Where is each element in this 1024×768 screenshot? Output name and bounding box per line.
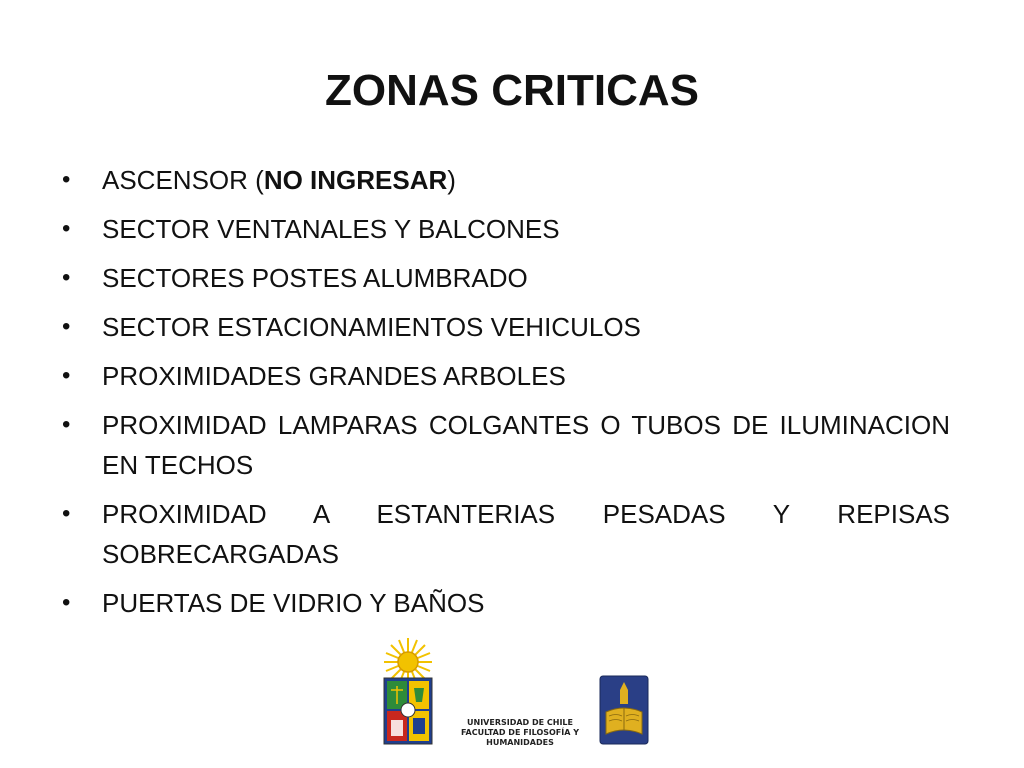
bullet-icon: • bbox=[62, 215, 71, 242]
list-item bbox=[62, 494, 950, 574]
bullet-icon: • bbox=[62, 264, 71, 291]
bullet-icon: • bbox=[62, 362, 71, 389]
list-item bbox=[62, 258, 950, 298]
bullet-icon: • bbox=[62, 589, 71, 616]
bullet-icon: • bbox=[62, 500, 71, 527]
bullet-text: PROXIMIDAD LAMPARAS COLGANTES O TUBOS DE ILUMINACION EN TECHOS bbox=[102, 410, 950, 480]
bullet-text: SECTOR VENTANALES Y BALCONES bbox=[102, 214, 560, 244]
list-item bbox=[62, 583, 950, 623]
list-item bbox=[62, 307, 950, 347]
footer-caption bbox=[440, 718, 600, 748]
bullet-text: PROXIMIDAD A ESTANTERIAS PESADAS Y REPISAS SOBRECARGADAS bbox=[102, 499, 950, 569]
bullet-text-prefix: ASCENSOR ( bbox=[102, 165, 264, 195]
bullet-text-suffix: ) bbox=[447, 165, 456, 195]
faculty-book-emblem-icon bbox=[600, 676, 648, 744]
slide-title: ZONAS CRITICAS bbox=[325, 66, 699, 115]
list-item bbox=[62, 209, 950, 249]
university-shield-icon bbox=[384, 678, 432, 744]
bullet-text: SECTOR ESTACIONAMIENTOS VEHICULOS bbox=[102, 312, 641, 342]
list-item bbox=[62, 160, 950, 200]
bullet-list bbox=[62, 160, 950, 632]
bullet-text: PUERTAS DE VIDRIO Y BAÑOS bbox=[102, 588, 485, 618]
list-item bbox=[62, 405, 950, 485]
bullet-text-bold: NO INGRESAR bbox=[263, 165, 448, 195]
footer-line-2: FACULTAD DE FILOSOFÍA Y HUMANIDADES bbox=[460, 728, 580, 747]
bullet-text: PROXIMIDADES GRANDES ARBOLES bbox=[102, 361, 566, 391]
footer-line-1: UNIVERSIDAD DE CHILE bbox=[467, 718, 573, 727]
footer-logos bbox=[380, 636, 660, 748]
bullet-text: SECTORES POSTES ALUMBRADO bbox=[102, 263, 528, 293]
list-item bbox=[62, 356, 950, 396]
bullet-icon: • bbox=[62, 166, 71, 193]
bullet-icon: • bbox=[62, 313, 71, 340]
bullet-icon: • bbox=[62, 411, 71, 438]
